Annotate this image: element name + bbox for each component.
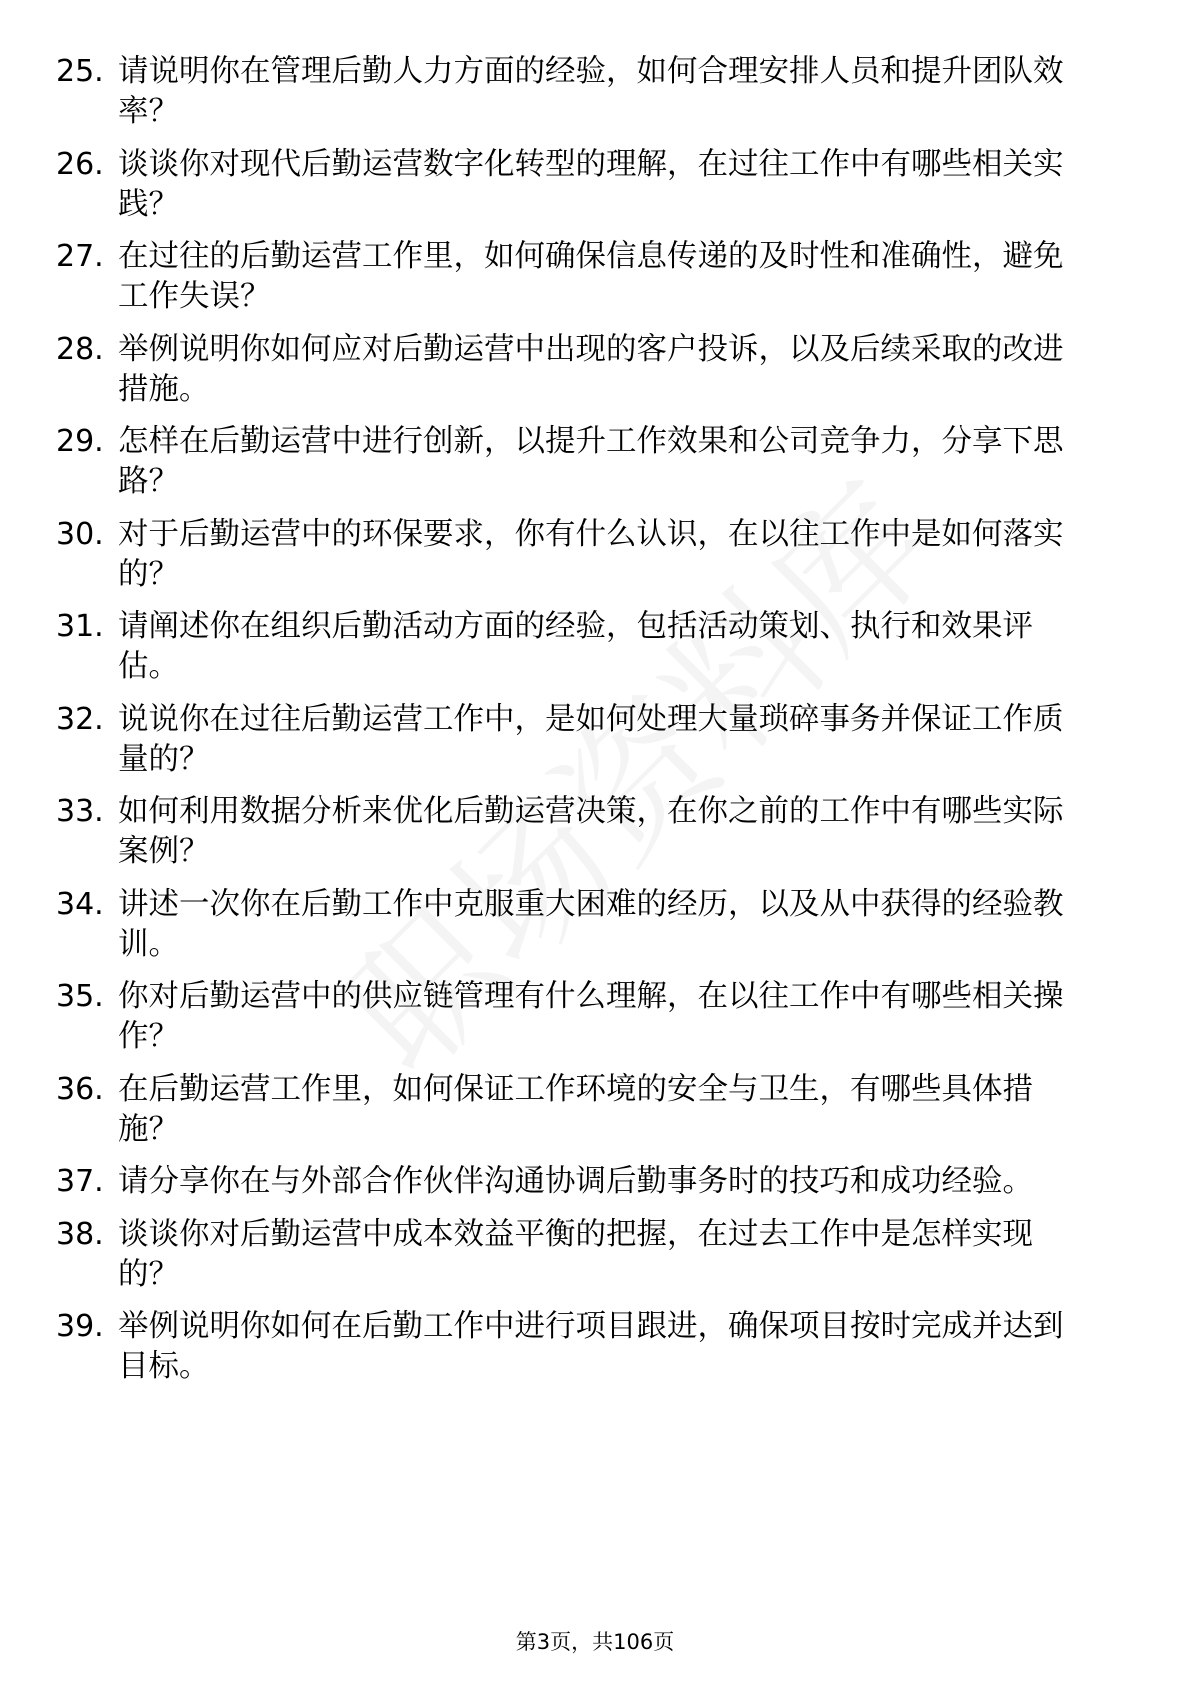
question-item bbox=[56, 700, 1136, 780]
question-text: 请分享你在与外部合作伙伴沟通协调后勤事务时的技巧和成功经验。 bbox=[118, 1164, 1033, 1199]
question-item bbox=[56, 145, 1136, 225]
question-item bbox=[56, 1307, 1136, 1387]
question-item bbox=[56, 1215, 1136, 1295]
question-text: 在过往的后勤运营工作里，如何确保信息传递的及时性和准确性，避免工作失误？ bbox=[118, 239, 1064, 314]
question-text: 在后勤运营工作里，如何保证工作环境的安全与卫生，有哪些具体措施？ bbox=[118, 1071, 1033, 1147]
page-footer: 第3页，共106页 bbox=[515, 1630, 675, 1654]
question-text: 如何利用数据分析来优化后勤运营决策，在你之前的工作中有哪些实际案例？ bbox=[118, 794, 1064, 869]
question-text: 谈谈你对现代后勤运营数字化转型的理解，在过往工作中有哪些相关实践？ bbox=[118, 146, 1064, 222]
question-number: 31. bbox=[56, 609, 104, 644]
question-item bbox=[56, 515, 1136, 595]
question-text: 谈谈你对后勤运营中成本效益平衡的把握，在过去工作中是怎样实现的？ bbox=[118, 1216, 1033, 1292]
question-text: 请阐述你在组织后勤活动方面的经验，包括活动策划、执行和效果评估。 bbox=[118, 609, 1033, 684]
question-text: 讲述一次你在后勤工作中克服重大困难的经历，以及从中获得的经验教训。 bbox=[118, 886, 1064, 962]
question-number: 37. bbox=[56, 1164, 104, 1199]
question-item bbox=[56, 607, 1136, 687]
question-number: 28. bbox=[56, 331, 104, 367]
question-number: 38. bbox=[56, 1216, 104, 1252]
question-list bbox=[56, 52, 1136, 1400]
question-number: 33. bbox=[56, 794, 104, 829]
question-text: 对于后勤运营中的环保要求，你有什么认识，在以往工作中是如何落实的？ bbox=[118, 516, 1064, 592]
question-number: 30. bbox=[56, 516, 104, 552]
question-number: 35. bbox=[56, 979, 104, 1014]
question-item bbox=[56, 792, 1136, 872]
question-number: 39. bbox=[56, 1309, 104, 1344]
question-text: 请说明你在管理后勤人力方面的经验，如何合理安排人员和提升团队效率？ bbox=[118, 54, 1064, 129]
question-item bbox=[56, 977, 1136, 1057]
question-number: 34. bbox=[56, 886, 104, 922]
question-number: 26. bbox=[56, 146, 104, 182]
question-number: 29. bbox=[56, 424, 104, 459]
question-text: 你对后勤运营中的供应链管理有什么理解，在以往工作中有哪些相关操作？ bbox=[118, 979, 1064, 1054]
question-number: 36. bbox=[56, 1071, 104, 1107]
question-item bbox=[56, 422, 1136, 502]
question-number: 25. bbox=[56, 54, 104, 89]
question-text: 怎样在后勤运营中进行创新，以提升工作效果和公司竞争力，分享下思路？ bbox=[118, 424, 1064, 499]
question-item bbox=[56, 885, 1136, 965]
question-item bbox=[56, 330, 1136, 410]
question-number: 27. bbox=[56, 239, 104, 274]
question-item bbox=[56, 52, 1136, 132]
question-item bbox=[56, 1162, 1136, 1202]
question-text: 举例说明你如何在后勤工作中进行项目跟进，确保项目按时完成并达到目标。 bbox=[118, 1309, 1064, 1384]
question-number: 32. bbox=[56, 701, 104, 737]
question-item bbox=[56, 237, 1136, 317]
question-item bbox=[56, 1070, 1136, 1150]
question-text: 说说你在过往后勤运营工作中，是如何处理大量琐碎事务并保证工作质量的？ bbox=[118, 701, 1064, 777]
question-text: 举例说明你如何应对后勤运营中出现的客户投诉，以及后续采取的改进措施。 bbox=[118, 331, 1064, 407]
